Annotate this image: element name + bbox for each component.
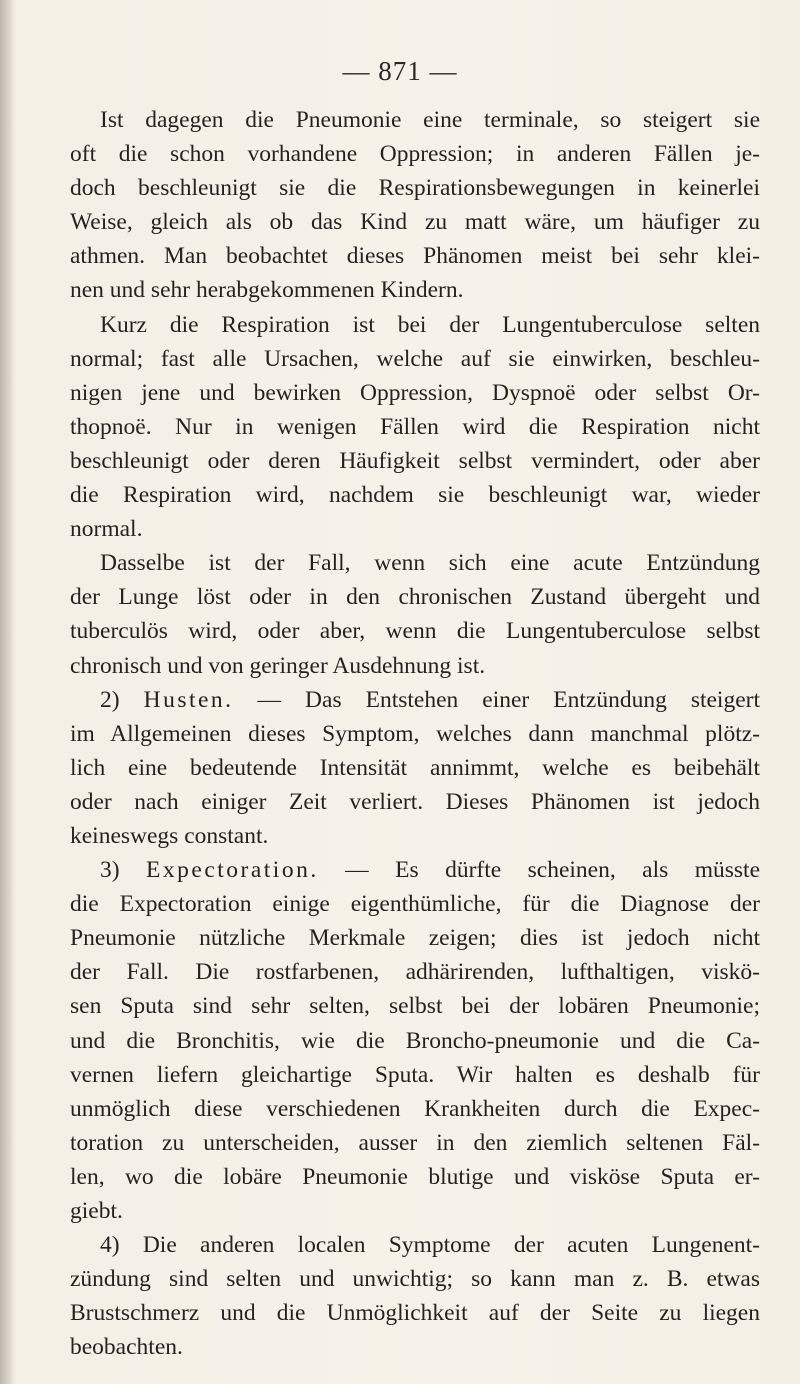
text-line: der Lunge löst oder in den chronischen Zustand übergeht und [70, 584, 760, 611]
text-line: Kurz die Respiration ist bei der Lungentuberculose selten [100, 311, 760, 338]
text-line: im Allgemeinen dieses Symptom, welches dann manchmal plötz- [70, 720, 760, 747]
text-line: 3) Expectoration. — Es dürfte scheinen, als müsste [100, 857, 760, 884]
text-line: zündung sind selten und unwichtig; so kann man z. B. etwas [70, 1266, 760, 1293]
text-line: nen und sehr herabgekommenen Kindern. [70, 277, 464, 304]
text-line: 4) Die anderen localen Symptome der acuten Lungenent- [100, 1232, 760, 1259]
text-line: normal. [70, 516, 143, 543]
body-text [70, 103, 760, 1364]
text-line: keineswegs constant. [70, 822, 269, 849]
text-line: die Respiration wird, nachdem sie beschleunigt war, wieder [70, 482, 760, 509]
text-line: der Fall. Die rostfarbenen, adhärirenden, lufthaltigen, viskö- [70, 959, 760, 986]
text-line: Pneumonie nützliche Merkmale zeigen; dies ist jedoch nicht [70, 925, 760, 952]
text-line: len, wo die lobäre Pneumonie blutige und visköse Sputa er- [70, 1163, 760, 1190]
page-binding-edge [0, 0, 14, 1384]
text-line: 2) Husten. — Das Entstehen einer Entzündung steigert [100, 686, 761, 713]
text-line: Weise, gleich als ob das Kind zu matt wäre, um häufiger zu [70, 209, 760, 236]
text-line: nigen jene und bewirken Oppression, Dyspnoë oder selbst Or- [70, 379, 760, 406]
text-line: tuberculös wird, oder aber, wenn die Lungentuberculose selbst [70, 618, 760, 645]
text-line: die Expectoration einige eigenthümliche, für die Diagnose der [70, 891, 760, 918]
page-number: — 871 — [342, 56, 458, 86]
text-line: Dasselbe ist der Fall, wenn sich eine acute Entzündung [100, 550, 760, 577]
section-heading-word: Expectoration. [146, 857, 319, 884]
text-line: chronisch und von geringer Ausdehnung ist. [70, 652, 486, 679]
text-line: Ist dagegen die Pneumonie eine terminale, so steigert sie [100, 107, 760, 133]
text-line: vernen liefern gleichartige Sputa. Wir halten es deshalb für [70, 1061, 760, 1088]
text-line: beschleunigt oder deren Häufigkeit selbst vermindert, oder aber [70, 447, 760, 474]
text-line: giebt. [70, 1198, 123, 1224]
text-line: Brustschmerz und die Unmöglichkeit auf der Seite zu liegen [70, 1300, 760, 1327]
text-line: beobachten. [70, 1334, 183, 1361]
text-line: sen Sputa sind sehr selten, selbst bei der lobären Pneumonie; [70, 993, 760, 1020]
text-line: unmöglich diese verschiedenen Krankheiten durch die Expec- [70, 1095, 760, 1122]
text-line: und die Bronchitis, wie die Broncho-pneumonie und die Ca- [70, 1027, 760, 1054]
text-line: normal; fast alle Ursachen, welche auf sie einwirken, beschleu- [70, 345, 760, 372]
text-line: toration zu unterscheiden, ausser in den ziemlich seltenen Fäl- [70, 1129, 760, 1156]
text-line: thopnoë. Nur in wenigen Fällen wird die Respiration nicht [70, 413, 760, 440]
text-line: doch beschleunigt sie die Respirationsbewegungen in keinerlei [70, 175, 760, 202]
text-line: oft die schon vorhandene Oppression; in anderen Fällen je- [70, 141, 760, 168]
text-line: lich eine bedeutende Intensität annimmt, welche es beibehält [70, 754, 760, 781]
text-line: oder nach einiger Zeit verliert. Dieses Phänomen ist jedoch [70, 788, 760, 815]
section-heading-word: Husten. [143, 686, 234, 713]
text-line: athmen. Man beobachtet dieses Phänomen meist bei sehr klei- [70, 243, 760, 270]
